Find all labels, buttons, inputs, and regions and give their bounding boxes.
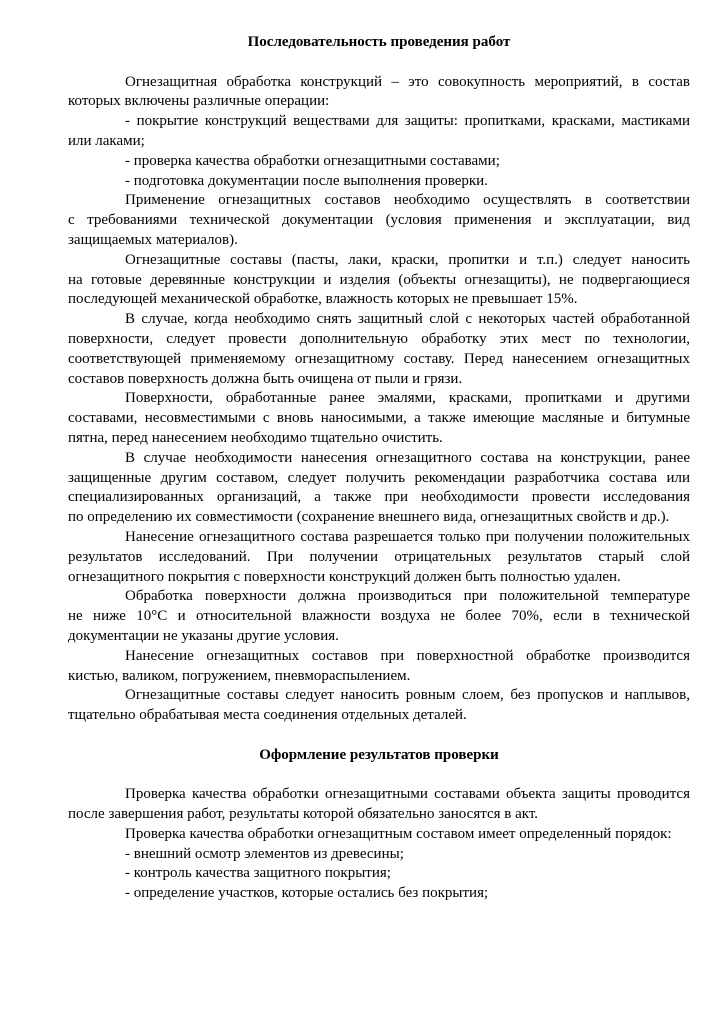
paragraph: Огнезащитная обработка конструкций – это совокупность мероприятий, в состав которых включены различные операции:: [68, 73, 690, 110]
paragraph: Обработка поверхности должна производиться при положительной температуре не ниже 10°С и относительной влажности воздуха не более 70%, если в технической документации не указаны другие условия.: [68, 588, 690, 644]
paragraph: Поверхности, обработанные ранее эмалями, красками, пропитками и другими составами, несовместимыми с вновь наносимыми, а также имеющие масляные и битумные пятна, перед нанесением необходимо тщательно очистить.: [68, 390, 690, 446]
paragraph: - внешний осмотр элементов из древесины;: [125, 845, 404, 862]
document-title: Последовательность проведения работ: [247, 34, 511, 50]
paragraph: Проверка качества обработки огнезащитными составами объекта защиты проводится после завершения работ, результаты которой обязательно заносятся в акт.: [68, 786, 690, 823]
paragraph: Нанесение огнезащитного состава разрешается только при получении положительных результатов исследований. При получении отрицательных результатов старый слой огнезащитного покрытия с поверхности конструкций должен быть полностью удален.: [68, 528, 690, 585]
paragraph: - определение участков, которые остались без покрытия;: [125, 885, 489, 902]
paragraph: Огнезащитные составы следует наносить ровным слоем, без пропусков и наплывов, тщательно обрабатывая места соединения отдельных деталей.: [68, 687, 690, 724]
paragraph: Огнезащитные составы (пасты, лаки, краски, пропитки и т.п.) следует наносить на готовые деревянные конструкции и изделия (объекты огнезащиты), не подвергающиеся последующей механической обработке, влажность которых не превышает 15%.: [68, 251, 690, 308]
paragraph: Применение огнезащитных составов необходимо осуществлять в соответствии с требованиями технической документации (условия применения и эксплуатации, вид защищаемых материалов).: [68, 192, 690, 248]
paragraph: В случае необходимости нанесения огнезащитного состава на конструкции, ранее защищенные другим составом, следует получить рекомендации разработчика состава или специализированных организаций, а также при необходимости провести исследования по определению их совместимости (сохранение внешнего вида, огнезащитных свойств и др.).: [68, 449, 690, 526]
paragraph: - проверка качества обработки огнезащитными составами;: [125, 152, 500, 169]
section-work-sequence: [68, 73, 690, 726]
paragraph: Проверка качества обработки огнезащитным составом имеет определенный порядок:: [125, 825, 672, 842]
paragraph: - подготовка документации после выполнения проверки.: [125, 172, 488, 189]
paragraph: Нанесение огнезащитных составов при поверхностной обработке производится кистью, валиком, погружением, пневмораспылением.: [68, 647, 690, 684]
section-heading-results: Оформление результатов проверки: [259, 746, 499, 763]
paragraph: - покрытие конструкций веществами для защиты: пропитками, красками, мастиками или лаками;: [68, 113, 690, 149]
section-results-registration: [68, 785, 690, 904]
paragraph: В случае, когда необходимо снять защитный слой с некоторых частей обработанной поверхности, следует провести дополнительную обработку этих мест по технологии, соответствующей применяемому огнезащитному составу. Перед нанесением огнезащитных составов поверхность должна быть очищена от пыли и грязи.: [68, 311, 690, 387]
paragraph: - контроль качества защитного покрытия;: [125, 865, 391, 882]
